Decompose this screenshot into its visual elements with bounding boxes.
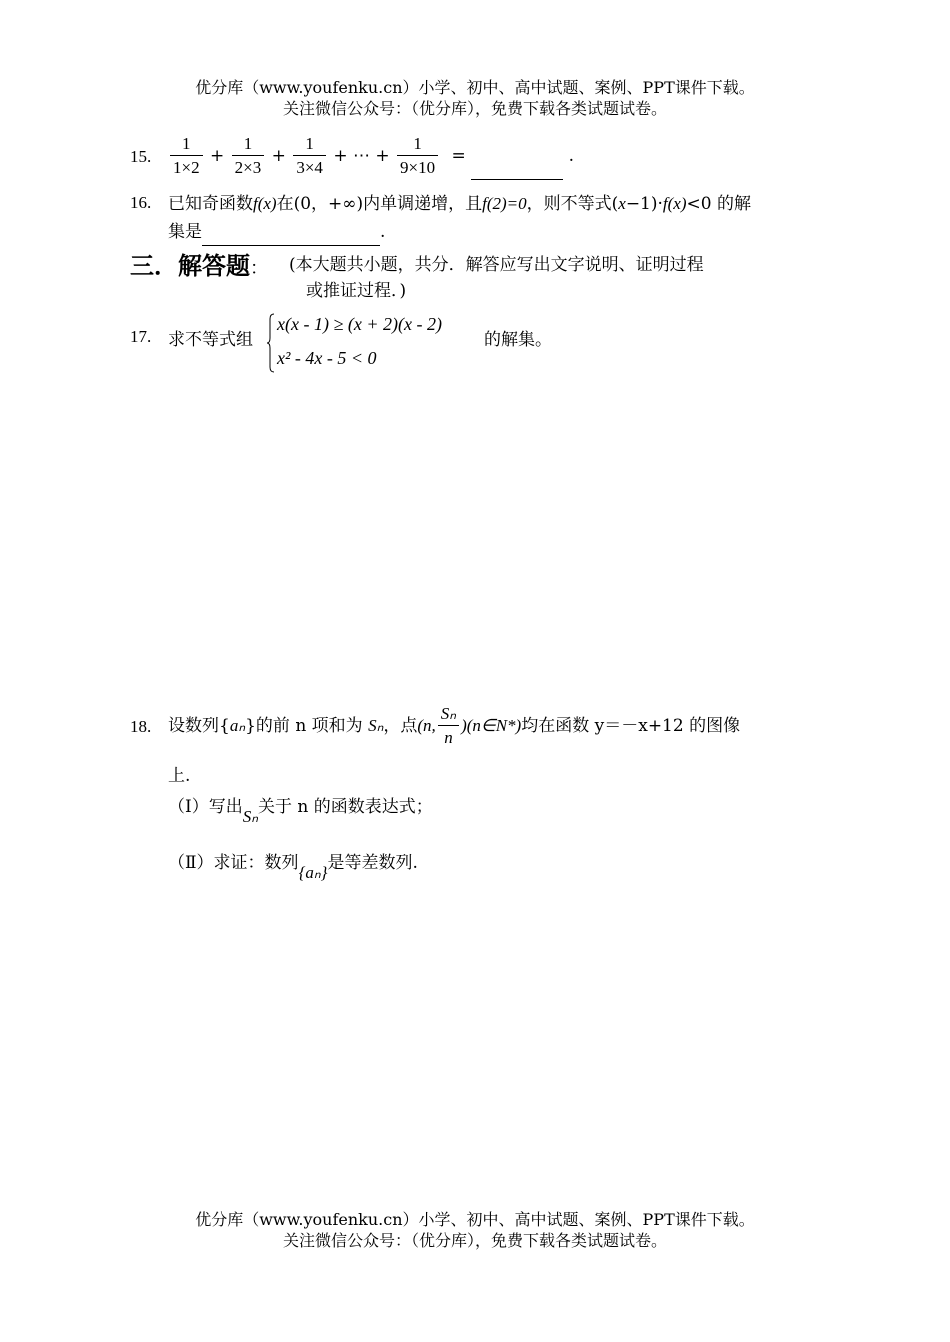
- header-line-2: 关注微信公众号：（优分库），免费下载各类试题试卷。: [282, 99, 667, 118]
- q18-line-1: [168, 700, 740, 752]
- q15-ellipsis: + ⋯ +: [333, 146, 390, 166]
- q18-part-2: [168, 848, 418, 882]
- q17-brace-icon: [267, 313, 275, 373]
- page-footer: [0, 1209, 950, 1251]
- section-3-title-text: 三．解答题: [130, 252, 250, 280]
- q18-point-pre: (n,: [417, 716, 436, 735]
- q16-x: x: [618, 194, 626, 213]
- q17-text: 求不等式组: [168, 330, 253, 350]
- q15-equals: =: [451, 146, 466, 166]
- q18-text-d: 均在函数 y＝－x+12 的图像: [521, 716, 741, 736]
- q15-plus-2: +: [271, 146, 286, 166]
- q15-frac3-den: 3×4: [293, 155, 326, 180]
- q18-point-fraction: [438, 703, 459, 750]
- q18-text-a: 设数列{: [168, 716, 230, 736]
- q15-frac2-num: 1: [243, 134, 253, 153]
- q18-part1-label: （Ⅰ）写出: [168, 797, 243, 817]
- q18-part1-sn: Sₙ: [242, 807, 258, 826]
- q18-part2-an: {aₙ}: [298, 863, 328, 882]
- q15-frac4-num: 1: [413, 134, 422, 153]
- q15-fraction-1: [170, 133, 203, 180]
- q15-frac1-num: 1: [182, 134, 191, 153]
- q16-text-b: 在(0，+∞)内单调递增，且: [276, 194, 483, 214]
- q15-end: .: [568, 146, 574, 166]
- page-header: [0, 77, 950, 119]
- q15-fraction-3: [293, 133, 326, 180]
- q15-expression: [168, 133, 574, 180]
- q15-fraction-2: [232, 133, 265, 180]
- q18-frac-den: n: [438, 725, 459, 750]
- section-3-note-2: 或推证过程．): [306, 281, 407, 301]
- q15-frac2-den: 2×3: [232, 155, 265, 180]
- q18-frac-num: Sₙ: [440, 704, 457, 723]
- q16-line-1: [168, 191, 751, 217]
- q18-text-b: }的前 n 项和为: [245, 716, 363, 736]
- q18-part-1: [168, 792, 433, 826]
- q17-tail: 的解集。: [484, 330, 552, 350]
- q18-number: 18.: [130, 717, 152, 736]
- q16-text-d: −1)·: [625, 194, 663, 214]
- q18-text-c: ，点: [383, 716, 418, 736]
- q16-answer-blank: [202, 219, 380, 246]
- q18-part2-label: （Ⅱ）求证：数列: [168, 853, 299, 873]
- q18-part2-an-text: aₙ: [305, 863, 321, 882]
- q16-fx: f(x): [253, 194, 277, 213]
- q16-number: 16.: [130, 193, 152, 212]
- q15-number: 15.: [130, 147, 152, 166]
- q17-inequality-2: x² - 4x - 5 < 0: [277, 348, 377, 368]
- q18-part2-tail: 是等差数列.: [327, 853, 418, 873]
- footer-line-2: 关注微信公众号：（优分库），免费下载各类试题试卷。: [282, 1231, 667, 1250]
- q16-line-2: [168, 219, 385, 246]
- section-3-title: [130, 246, 268, 281]
- q15-fraction-4: [397, 133, 438, 180]
- q15-frac1-den: 1×2: [170, 155, 203, 180]
- footer-line-1: 优分库（www.youfenku.cn）小学、初中、高中试题、案例、PPT课件下载。: [195, 1210, 755, 1229]
- q16-text-e: <0 的解: [686, 194, 751, 214]
- q18-part1-tail: 关于 n 的函数表达式；: [258, 797, 433, 817]
- q15-plus-1: +: [210, 146, 225, 166]
- q16-fx-2: f(x): [662, 194, 687, 213]
- section-3-colon: ：: [250, 258, 268, 279]
- q18-an: aₙ: [229, 716, 246, 735]
- q16-line2-text: 集是: [168, 222, 202, 242]
- q18-sn: Sₙ: [368, 716, 384, 735]
- q16-text-c: ，则不等式(: [526, 194, 619, 214]
- section-3-note-1: (本大题共小题，共分．解答应写出文字说明、证明过程: [289, 255, 704, 275]
- q15-frac3-num: 1: [305, 134, 314, 153]
- q18-point-post: )(n∈N*): [461, 716, 522, 735]
- q16-f2: f(2)=0: [482, 194, 527, 213]
- q16-text-a: 已知奇函数: [168, 194, 253, 214]
- q15-frac4-den: 9×10: [397, 155, 438, 180]
- header-line-1: 优分库（www.youfenku.cn）小学、初中、高中试题、案例、PPT课件下载。: [195, 78, 755, 97]
- q15-answer-blank: [471, 133, 563, 180]
- q18-line-2: 上.: [168, 766, 191, 786]
- q17-number: 17.: [130, 327, 152, 346]
- q16-end: .: [380, 222, 386, 242]
- q17-inequality-1: x(x - 1) ≥ (x + 2)(x - 2): [277, 314, 442, 334]
